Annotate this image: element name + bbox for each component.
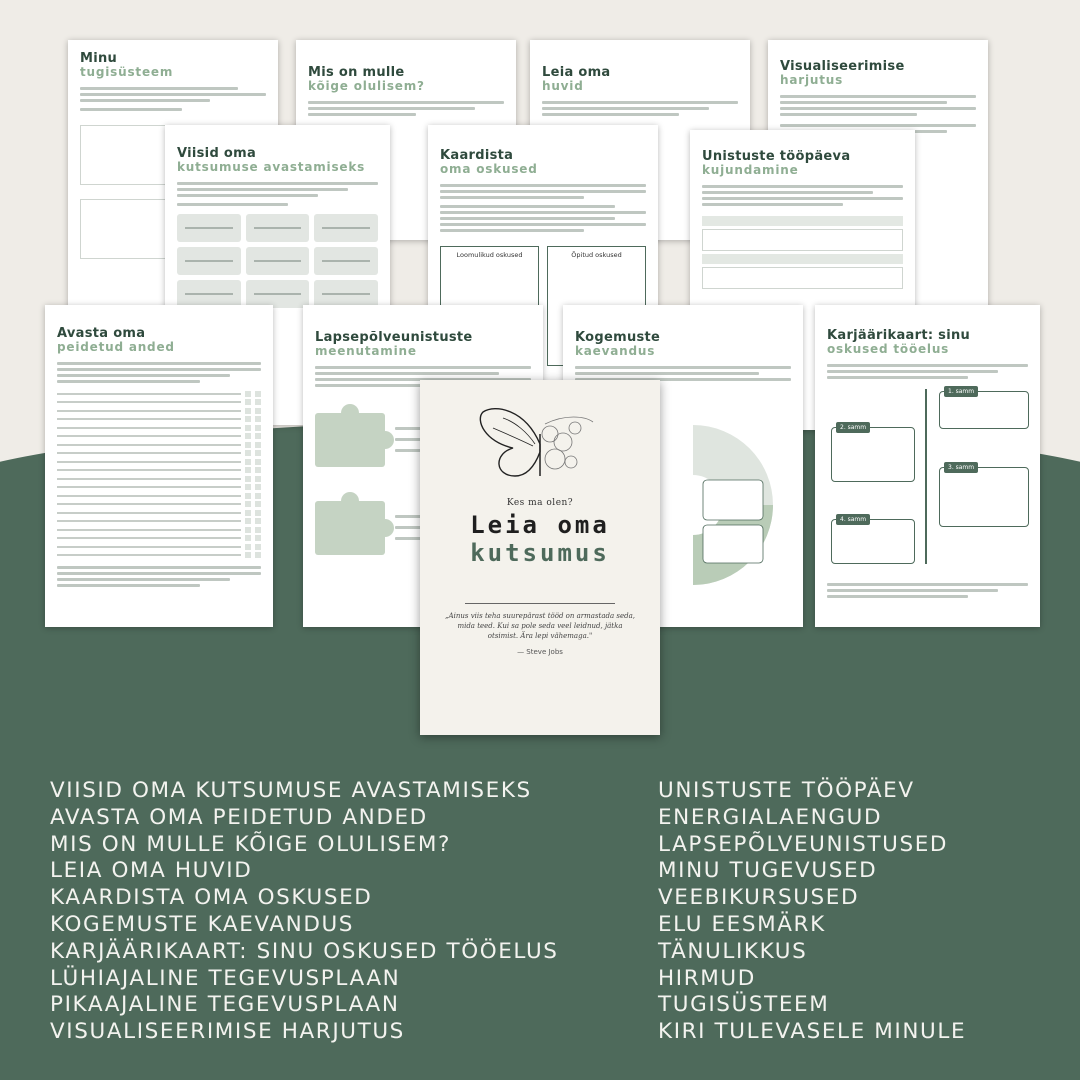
page-subtitle: tugisüsteem	[80, 64, 174, 79]
cover-page	[420, 380, 660, 735]
column-natural-skills: Loomulikud oskused	[456, 250, 523, 259]
list-item: MIS ON MULLE KÕIGE OLULISEM?	[50, 831, 452, 857]
page-title: Karjäärikaart: sinu	[827, 328, 971, 343]
list-item: PIKAAJALINE TEGEVUSPLAAN	[50, 992, 400, 1018]
cover-title-line2: kutsumus	[470, 538, 610, 567]
list-item: AVASTA OMA PEIDETUD ANDED	[50, 804, 428, 830]
page-subtitle: kõige olulisem?	[308, 78, 425, 93]
page-title: Leia oma	[542, 65, 611, 80]
page-subtitle: oskused tööelus	[827, 341, 950, 356]
page-subtitle: kaevandus	[575, 343, 656, 358]
cover-quote: „Ainus viis teha suurepärast tööd on armastada seda, mida teed. Kui sa pole seda veel leidnud, jätka otsimist. Ära lepi vähemaga."	[444, 612, 636, 640]
list-item: KIRI TULEVASELE MINULE	[658, 1019, 967, 1045]
page-anded	[45, 305, 273, 627]
list-item: ELU EESMÄRK	[658, 911, 826, 937]
list-item: VISUALISEERIMISE HARJUTUS	[50, 1019, 405, 1045]
cover-quote-author: — Steve Jobs	[517, 647, 563, 656]
list-item: HIRMUD	[658, 965, 756, 991]
page-title: Minu	[80, 51, 118, 66]
step-1-label: 1. samm	[944, 386, 978, 397]
page-title: Viisid oma	[177, 146, 257, 161]
page-subtitle: oma oskused	[440, 161, 538, 176]
list-item: KOGEMUSTE KAEVANDUS	[50, 911, 355, 937]
list-item: KAARDISTA OMA OSKUSED	[50, 885, 373, 911]
page-subtitle: huvid	[542, 78, 584, 93]
contents-list-left	[50, 778, 559, 1046]
step-4-label: 4. samm	[836, 514, 870, 525]
list-item: LAPSEPÕLVEUNISTUSED	[658, 831, 949, 857]
butterfly-icon	[475, 404, 605, 486]
cover-kicker: Kes ma olen?	[506, 498, 574, 508]
list-item: MINU TUGEVUSED	[658, 858, 878, 884]
cover-divider	[465, 603, 615, 604]
puzzle-icon	[315, 413, 385, 467]
step-3-label: 3. samm	[944, 462, 978, 473]
list-item: TUGISÜSTEEM	[658, 992, 830, 1018]
list-item: TÄNULIKKUS	[658, 938, 808, 964]
page-subtitle: peidetud anded	[57, 339, 175, 354]
page-subtitle: kujundamine	[702, 162, 799, 177]
page-title: Lapsepõlveunistuste	[315, 330, 473, 345]
page-title: Avasta oma	[57, 326, 146, 341]
page-karjaar	[815, 305, 1040, 627]
donut-diagram	[673, 425, 803, 585]
page-subtitle: kutsumuse avastamiseks	[177, 159, 366, 174]
list-item: LÜHIAJALINE TEGEVUSPLAAN	[50, 965, 401, 991]
list-item: ENERGIALAENGUD	[658, 804, 883, 830]
page-subtitle: harjutus	[780, 72, 844, 87]
column-learned-skills: Õpitud oskused	[571, 250, 622, 259]
list-item: VIISID OMA KUTSUMUSE AVASTAMISEKS	[50, 778, 532, 803]
cover-title-line1: Leia oma	[470, 511, 610, 539]
page-title: Kaardista	[440, 148, 514, 163]
page-title: Mis on mulle	[308, 65, 405, 80]
list-item: KARJÄÄRIKAART: SINU OSKUSED TÖÖELUS	[50, 938, 559, 964]
page-title: Visualiseerimise	[780, 59, 905, 74]
step-2-label: 2. samm	[836, 422, 870, 433]
page-title: Kogemuste	[575, 330, 661, 345]
list-item: UNISTUSTE TÖÖPÄEV	[658, 778, 915, 803]
page-subtitle: meenutamine	[315, 343, 417, 358]
puzzle-icon	[315, 501, 385, 555]
contents-list-right	[658, 778, 966, 1046]
list-item: LEIA OMA HUVID	[50, 858, 253, 884]
page-title: Unistuste tööpäeva	[702, 149, 851, 164]
list-item: VEEBIKURSUSED	[658, 885, 860, 911]
